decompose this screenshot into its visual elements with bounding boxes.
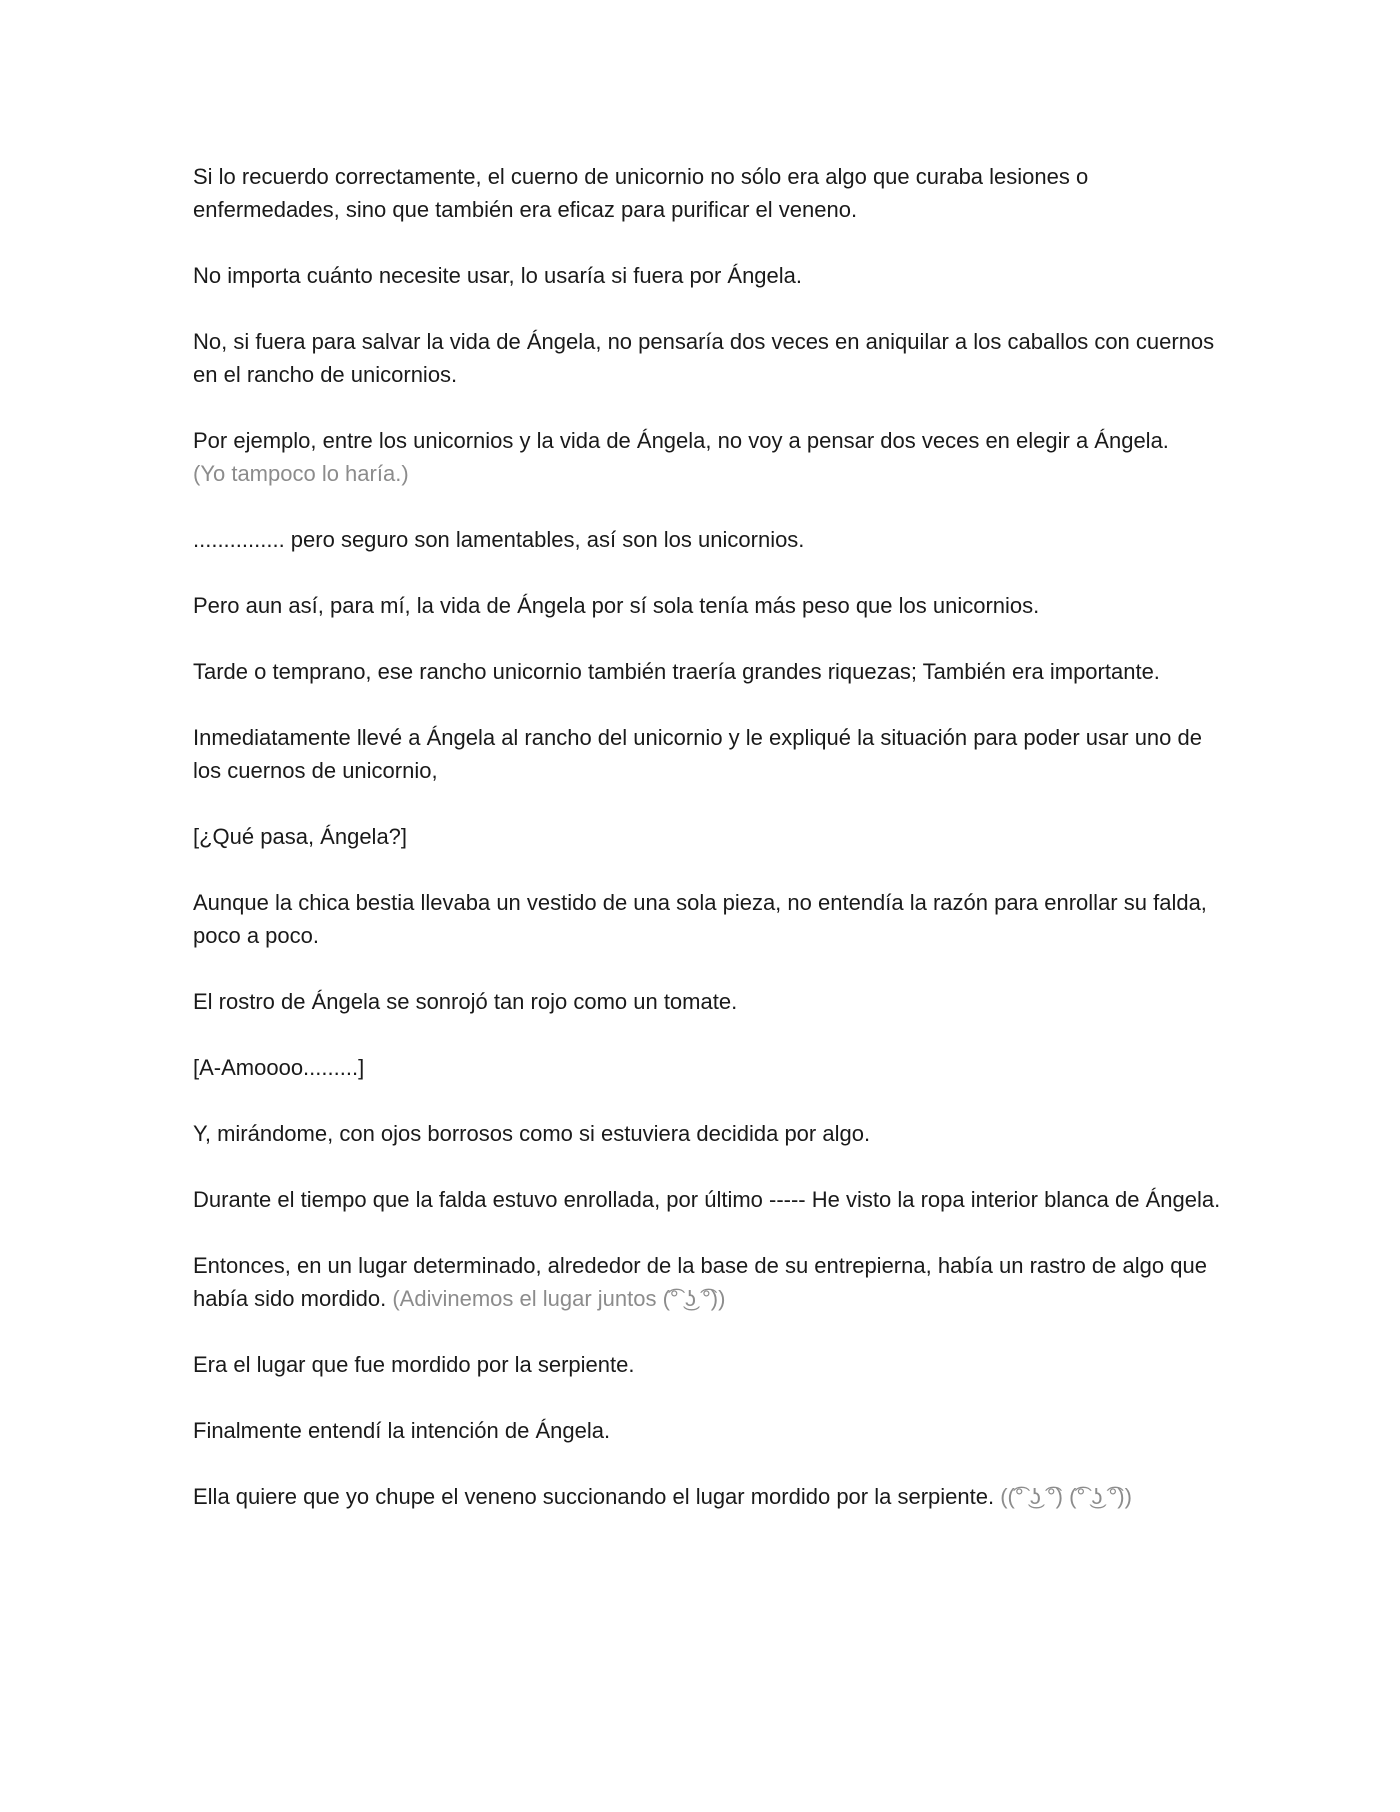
paragraph-text: Si lo recuerdo correctamente, el cuerno de unicornio no sólo era algo que curaba lesiones o enfermedades, sino que también era eficaz para purificar el veneno. bbox=[193, 164, 1089, 222]
paragraph-text: [A-Amoooo.........] bbox=[193, 1055, 365, 1080]
paragraph-14 bbox=[193, 1183, 1223, 1216]
paragraph-text: Era el lugar que fue mordido por la serpiente. bbox=[193, 1352, 635, 1377]
paragraph-6 bbox=[193, 589, 1223, 622]
paragraph-17 bbox=[193, 1414, 1223, 1447]
paragraph-text: ............... pero seguro son lamentables, así son los unicornios. bbox=[193, 527, 805, 552]
paragraph-text: Entonces, en un lugar determinado, alrededor de la base de su entrepierna, había un rastro de algo que había sido mordido. bbox=[193, 1253, 1207, 1311]
document-body bbox=[193, 160, 1223, 1546]
paragraph-1 bbox=[193, 160, 1223, 226]
translator-note: ((͡° ͜ʖ ͡°) (͡° ͜ʖ ͡°)) bbox=[1000, 1484, 1132, 1509]
paragraph-15 bbox=[193, 1249, 1223, 1315]
paragraph-text: Por ejemplo, entre los unicornios y la vida de Ángela, no voy a pensar dos veces en elegir a Ángela. bbox=[193, 428, 1169, 453]
paragraph-text: No, si fuera para salvar la vida de Ángela, no pensaría dos veces en aniquilar a los caballos con cuernos en el rancho de unicornios. bbox=[193, 329, 1215, 387]
paragraph-text: No importa cuánto necesite usar, lo usaría si fuera por Ángela. bbox=[193, 263, 803, 288]
translator-note: (Yo tampoco lo haría.) bbox=[193, 461, 409, 486]
paragraph-text: Tarde o temprano, ese rancho unicornio también traería grandes riquezas; También era importante. bbox=[193, 659, 1160, 684]
paragraph-text: Ella quiere que yo chupe el veneno succionando el lugar mordido por la serpiente. bbox=[193, 1484, 995, 1509]
paragraph-10 bbox=[193, 886, 1223, 952]
paragraph-11 bbox=[193, 985, 1223, 1018]
paragraph-text: Finalmente entendí la intención de Ángela. bbox=[193, 1418, 611, 1443]
paragraph-text: Y, mirándome, con ojos borrosos como si estuviera decidida por algo. bbox=[193, 1121, 871, 1146]
paragraph-5 bbox=[193, 523, 1223, 556]
paragraph-text: El rostro de Ángela se sonrojó tan rojo como un tomate. bbox=[193, 989, 738, 1014]
translator-note: (Adivinemos el lugar juntos (͡° ͜ʖ ͡°)) bbox=[392, 1286, 726, 1311]
paragraph-16 bbox=[193, 1348, 1223, 1381]
paragraph-text: [¿Qué pasa, Ángela?] bbox=[193, 824, 408, 849]
paragraph-text: Aunque la chica bestia llevaba un vestido de una sola pieza, no entendía la razón para enrollar su falda, poco a poco. bbox=[193, 890, 1207, 948]
paragraph-text: Pero aun así, para mí, la vida de Ángela por sí sola tenía más peso que los unicornios. bbox=[193, 593, 1040, 618]
paragraph-9 bbox=[193, 820, 1223, 853]
paragraph-2 bbox=[193, 259, 1223, 292]
paragraph-18 bbox=[193, 1480, 1223, 1513]
paragraph-12 bbox=[193, 1051, 1223, 1084]
paragraph-13 bbox=[193, 1117, 1223, 1150]
paragraph-4 bbox=[193, 424, 1223, 490]
paragraph-text: Inmediatamente llevé a Ángela al rancho del unicornio y le expliqué la situación para poder usar uno de los cuernos de unicornio, bbox=[193, 725, 1202, 783]
paragraph-7 bbox=[193, 655, 1223, 688]
paragraph-8 bbox=[193, 721, 1223, 787]
paragraph-3 bbox=[193, 325, 1223, 391]
paragraph-text: Durante el tiempo que la falda estuvo enrollada, por último ----- He visto la ropa interior blanca de Ángela. bbox=[193, 1187, 1221, 1212]
